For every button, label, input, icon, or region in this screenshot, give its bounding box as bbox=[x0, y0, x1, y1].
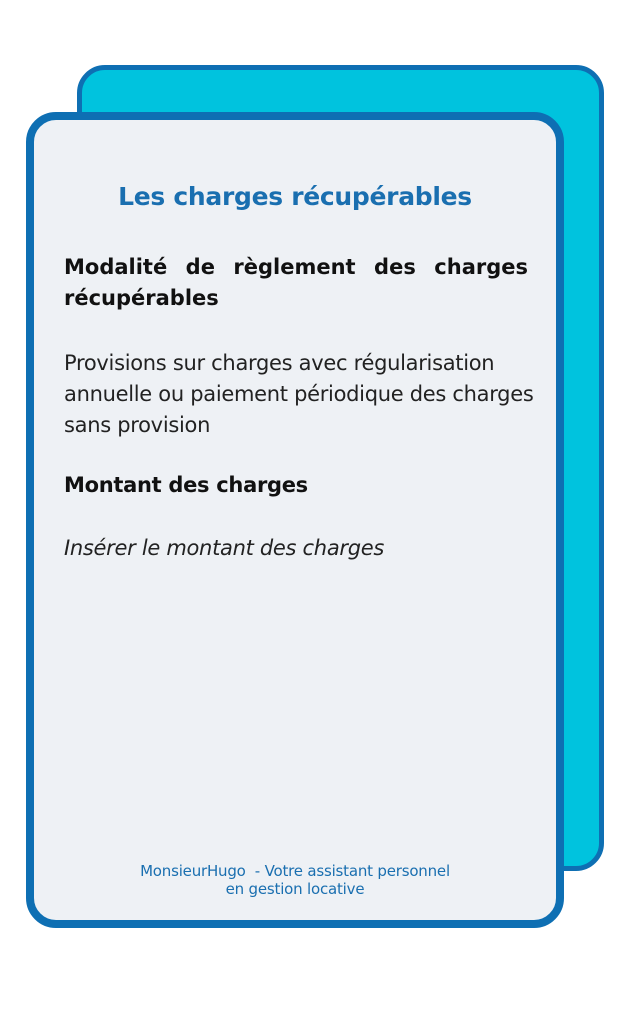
info-card bbox=[26, 112, 564, 928]
footer-line-2: en gestion locative bbox=[225, 880, 365, 898]
section-heading-reglement: Modalité de règlement des charges récupérables bbox=[64, 255, 528, 310]
section-text-montant: Insérer le montant des charges bbox=[64, 536, 385, 560]
footer-line-1: MonsieurHugo - Votre assistant personnel bbox=[140, 862, 450, 880]
section-heading-montant: Montant des charges bbox=[64, 473, 308, 497]
card-title: Les charges récupérables bbox=[118, 182, 472, 211]
section-text-reglement: Provisions sur charges avec régularisation annuelle ou paiement périodique des charges sans provision bbox=[64, 351, 534, 437]
footer-branding bbox=[34, 862, 556, 898]
